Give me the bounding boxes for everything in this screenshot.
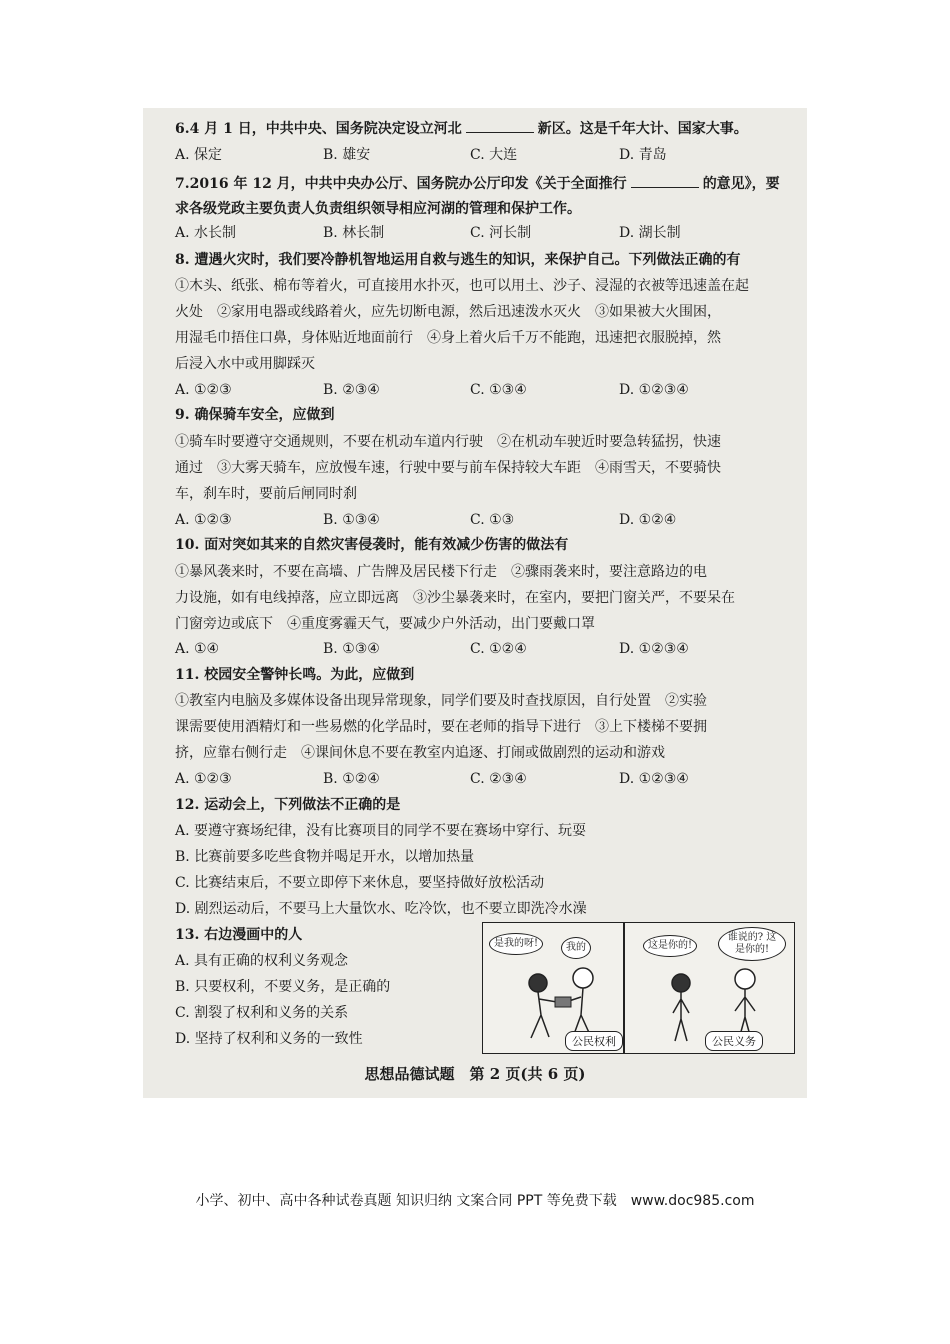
- q9-option-c: C. ①③: [470, 512, 515, 528]
- figure-boy-icon: [735, 969, 755, 1039]
- q9-option-d: D. ①②④: [619, 512, 677, 528]
- q13-option-b: B. 只要权利，不要义务，是正确的: [175, 979, 391, 995]
- q7-option-d: D. 湖长制: [619, 225, 681, 241]
- question-11-line: 挤，应靠右侧行走 ④课间休息不要在教室内追逐、打闹或做剧烈的运动和游戏: [175, 745, 665, 761]
- question-11-stem: 11. 校园安全警钟长鸣。为此，应做到: [175, 667, 415, 683]
- q8-option-b: B. ②③④: [323, 382, 380, 398]
- q6-option-d: D. 青岛: [619, 147, 667, 163]
- q6-option-c: C. 大连: [470, 147, 518, 163]
- comic-illustration: [482, 922, 795, 1054]
- question-11-line: 课需要使用酒精灯和一些易燃的化学品时，要在老师的指导下进行 ③上下楼梯不要拥: [175, 719, 707, 735]
- question-13-stem: 13. 右边漫画中的人: [175, 927, 303, 943]
- q11-option-c: C. ②③④: [470, 771, 527, 787]
- q12-option-c: C. 比赛结束后，不要立即停下来休息，要坚持做好放松活动: [175, 875, 545, 891]
- question-9-line: 通过 ③大雾天骑车，应放慢车速，行驶中要与前车保持较大车距 ④雨雪天，不要骑快: [175, 460, 721, 476]
- question-7-stem: [175, 173, 780, 194]
- q7-option-c: C. 河长制: [470, 225, 532, 241]
- q8-option-a: A. ①②③: [175, 382, 232, 398]
- figure-girl-icon: [672, 974, 690, 1041]
- q7-option-a: A. 水长制: [175, 225, 237, 241]
- q10-option-b: B. ①③④: [323, 641, 380, 657]
- answer-blank: [631, 173, 699, 188]
- caption-left: 公民权利: [565, 1031, 623, 1051]
- object-icon: [555, 997, 571, 1007]
- question-8-stem: 8. 遭遇火灾时，我们要冷静机智地运用自救与逃生的知识，来保护自己。下列做法正确的有: [175, 252, 741, 268]
- question-10-line: 门窗旁边或底下 ④重度雾霾天气，要减少户外活动，出门要戴口罩: [175, 616, 595, 632]
- question-6-stem-part2: 新区。这是千年大计、国家大事。: [537, 121, 748, 137]
- question-9-line: 车，刹车时，要前后闸同时刹: [175, 486, 357, 502]
- question-9-stem: 9. 确保骑车安全，应做到: [175, 407, 335, 423]
- question-6-stem-part1: 6.4 月 1 日，中共中央、国务院决定设立河北: [175, 121, 462, 137]
- question-10-stem: 10. 面对突如其来的自然灾害侵袭时，能有效减少伤害的做法有: [175, 537, 569, 553]
- q13-option-d: D. 坚持了权利和义务的一致性: [175, 1031, 363, 1047]
- speech-bubble: 这是你的!: [643, 935, 697, 957]
- question-10-line: 力设施，如有电线掉落，应立即远离 ③沙尘暴袭来时，在室内，要把门窗关严，不要呆在: [175, 590, 735, 606]
- q6-option-b: B. 雄安: [323, 147, 371, 163]
- q11-option-b: B. ①②④: [323, 771, 380, 787]
- q11-option-d: D. ①②③④: [619, 771, 689, 787]
- speech-bubble: 谁说的? 这是你的!: [718, 927, 786, 961]
- q6-option-a: A. 保定: [175, 147, 223, 163]
- q10-option-a: A. ①④: [175, 641, 220, 657]
- q12-option-a: A. 要遵守赛场纪律，没有比赛项目的同学不要在赛场中穿行、玩耍: [175, 823, 587, 839]
- answer-blank: [466, 118, 534, 133]
- q12-option-b: B. 比赛前要多吃些食物并喝足开水，以增加热量: [175, 849, 475, 865]
- q8-option-c: C. ①③④: [470, 382, 527, 398]
- q9-option-a: A. ①②③: [175, 512, 232, 528]
- caption-right: 公民义务: [705, 1031, 763, 1051]
- q12-option-d: D. 剧烈运动后，不要马上大量饮水、吃冷饮，也不要立即洗冷水澡: [175, 901, 587, 917]
- q10-option-d: D. ①②③④: [619, 641, 689, 657]
- page-footer-label: 思想品德试题 第 2 页(共 6 页): [364, 1065, 586, 1083]
- question-8-line: 用湿毛巾捂住口鼻，身体贴近地面前行 ④身上着火后千万不能跑，迅速把衣服脱掉，然: [175, 330, 721, 346]
- site-footer-text: 小学、初中、高中各种试卷真题 知识归纳 文案合同 PPT 等免费下载 www.doc985.com: [195, 1193, 755, 1209]
- q13-option-c: C. 割裂了权利和义务的关系: [175, 1005, 349, 1021]
- speech-bubble: 我的: [561, 937, 591, 959]
- question-8-line: 火处 ②家用电器或线路着火，应先切断电源，然后迅速泼水灭火 ③如果被大火围困，: [175, 304, 721, 320]
- q9-option-b: B. ①③④: [323, 512, 380, 528]
- q7-option-b: B. 林长制: [323, 225, 385, 241]
- q10-option-c: C. ①②④: [470, 641, 527, 657]
- q13-option-a: A. 具有正确的权利义务观念: [175, 953, 349, 969]
- q8-option-d: D. ①②③④: [619, 382, 689, 398]
- question-7-stem-line2: 求各级党政主要负责人负责组织领导相应河湖的管理和保护工作。: [175, 201, 581, 217]
- question-10-line: ①暴风袭来时，不要在高墙、广告牌及居民楼下行走 ②骤雨袭来时，要注意路边的电: [175, 564, 707, 580]
- question-8-line: ①木头、纸张、棉布等着火，可直接用水扑灭，也可以用土、沙子、浸湿的衣被等迅速盖在起: [175, 278, 749, 294]
- question-7-stem-part2: 的意见》，要: [702, 176, 780, 192]
- question-11-line: ①教室内电脑及多媒体设备出现异常现象，同学们要及时查找原因，自行处置 ②实验: [175, 693, 707, 709]
- question-7-stem-part1: 7.2016 年 12 月，中共中央办公厅、国务院办公厅印发《关于全面推行: [175, 176, 627, 192]
- q11-option-a: A. ①②③: [175, 771, 232, 787]
- question-8-line: 后浸入水中或用脚踩灭: [175, 356, 315, 372]
- question-6-stem: [175, 118, 748, 139]
- question-12-stem: 12. 运动会上，下列做法不正确的是: [175, 797, 401, 813]
- question-9-line: ①骑车时要遵守交通规则，不要在机动车道内行驶 ②在机动车驶近时要急转猛拐，快速: [175, 434, 721, 450]
- speech-bubble: 是我的呀!: [489, 933, 543, 955]
